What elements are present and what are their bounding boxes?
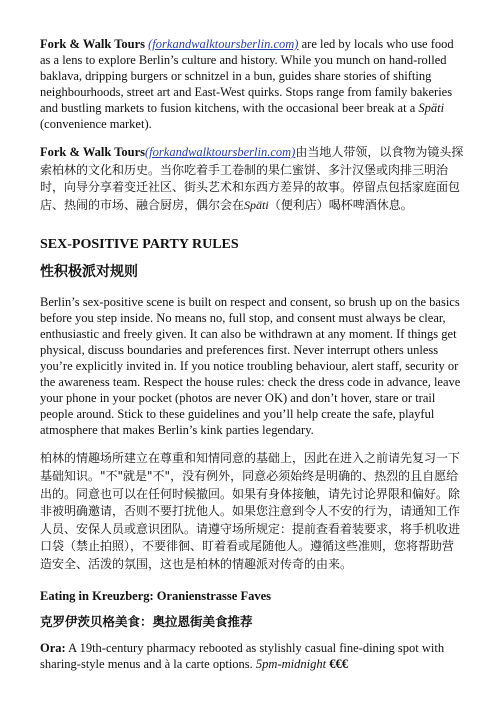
fork-walk-name-zh: Fork & Walk Tours <box>40 145 146 159</box>
party-rules-body-en: Berlin’s sex-positive scene is built on respect and consent, so brush up on the basics before you step inside. No means no, full stop, and consent must always be clear, enthusiastic and freely given. It can also be withdrawn at any moment. If things get physical, discuss boundaries and preferences first. Never interrupt others unless you’re explicitly invited in. If you notice troubling behaviour, alert staff, security or the awareness team. Respect the house rules: check the dress code in advance, leave your phone in your pocket (photos are never OK) and don’t hover, stare or trail people around. Stick to these guidelines and you’ll help create the safe, playful atmosphere that makes Berlin’s kink parties legendary. <box>40 295 461 438</box>
fork-walk-body-zh: 由当地人带领，以食物为镜头探索柏林的文化和历史。当你吃着手工卷制的果仁蜜饼、多汁汉堡或肉排三明治时，向导分享着变迁社区、街头艺术和东西方差异的故事。停留点包括家庭面包店、热闹的市场、融合厨房，偶尔会在 <box>40 145 464 212</box>
ora-hours: 5pm-midnight <box>255 656 327 671</box>
fork-walk-tail-en: (convenience market). <box>40 117 152 131</box>
party-rules-body-zh: 柏林的情趣场所建立在尊重和知情同意的基础上，因此在进入之前请先复习一下基础知识。"不"就是"不"，没有例外，同意必须始终是明确的、热烈的且自愿给出的。同意也可以在任何时候撤回。如果有身体接触，请先讨论界限和偏好。除非被明确邀请，否则不要打扰他人。如果您注意到令人不安的行为，请通知工作人员、安保人员或意识团队。请遵守场所规定：提前查看着装要求，将手机收进口袋（禁止拍照），不要徘徊、盯着看或尾随他人。遵循这些准则，您将帮助营造安全、活泼的氛围，这也是柏林的情趣派对传奇的由来。 <box>40 451 461 571</box>
fork-walk-link-zh[interactable]: (forkandwalktoursberlin.com) <box>145 145 296 159</box>
party-rules-heading-zh: 性积极派对规则 <box>40 264 138 281</box>
fork-walk-paragraph-zh <box>40 144 464 214</box>
spati-term-en: Späti <box>418 101 445 115</box>
ora-body: A 19th-century pharmacy rebooted as stylishly casual fine-dining spot with sharing-style menus and à la carte options. <box>40 640 445 671</box>
fork-walk-body-en: are led by locals who use food as a lens to explore Berlin’s culture and history. While you munch on hand-rolled baklava, dripping burgers or schnitzel in a bun, guides share stories of shifting neighbourhoods, street art and East-West quirks. Stops range from family bakeries and bustling markets to fusion kitchens, with the occasional beer break at a <box>40 37 454 115</box>
document-page <box>40 36 464 672</box>
ora-name: Ora: <box>40 640 66 655</box>
ora-price: €€€ <box>329 656 348 671</box>
fork-walk-name-en: Fork & Walk Tours <box>40 37 146 51</box>
ora-paragraph <box>40 640 464 672</box>
kreuzberg-heading-zh: 克罗伊茨贝格美食：奥拉恩街美食推荐 <box>40 613 253 629</box>
fork-walk-paragraph-en <box>40 36 464 132</box>
fork-walk-link-en[interactable]: (forkandwalktoursberlin.com) <box>148 37 299 51</box>
kreuzberg-heading-en: Eating in Kreuzberg: Oranienstrasse Faves <box>40 588 271 603</box>
fork-walk-tail-zh: （便利店）喝杯啤酒休息。 <box>268 197 413 212</box>
spati-term-zh: Späti <box>244 197 269 212</box>
party-rules-heading-en: SEX-POSITIVE PARTY RULES <box>40 237 239 253</box>
